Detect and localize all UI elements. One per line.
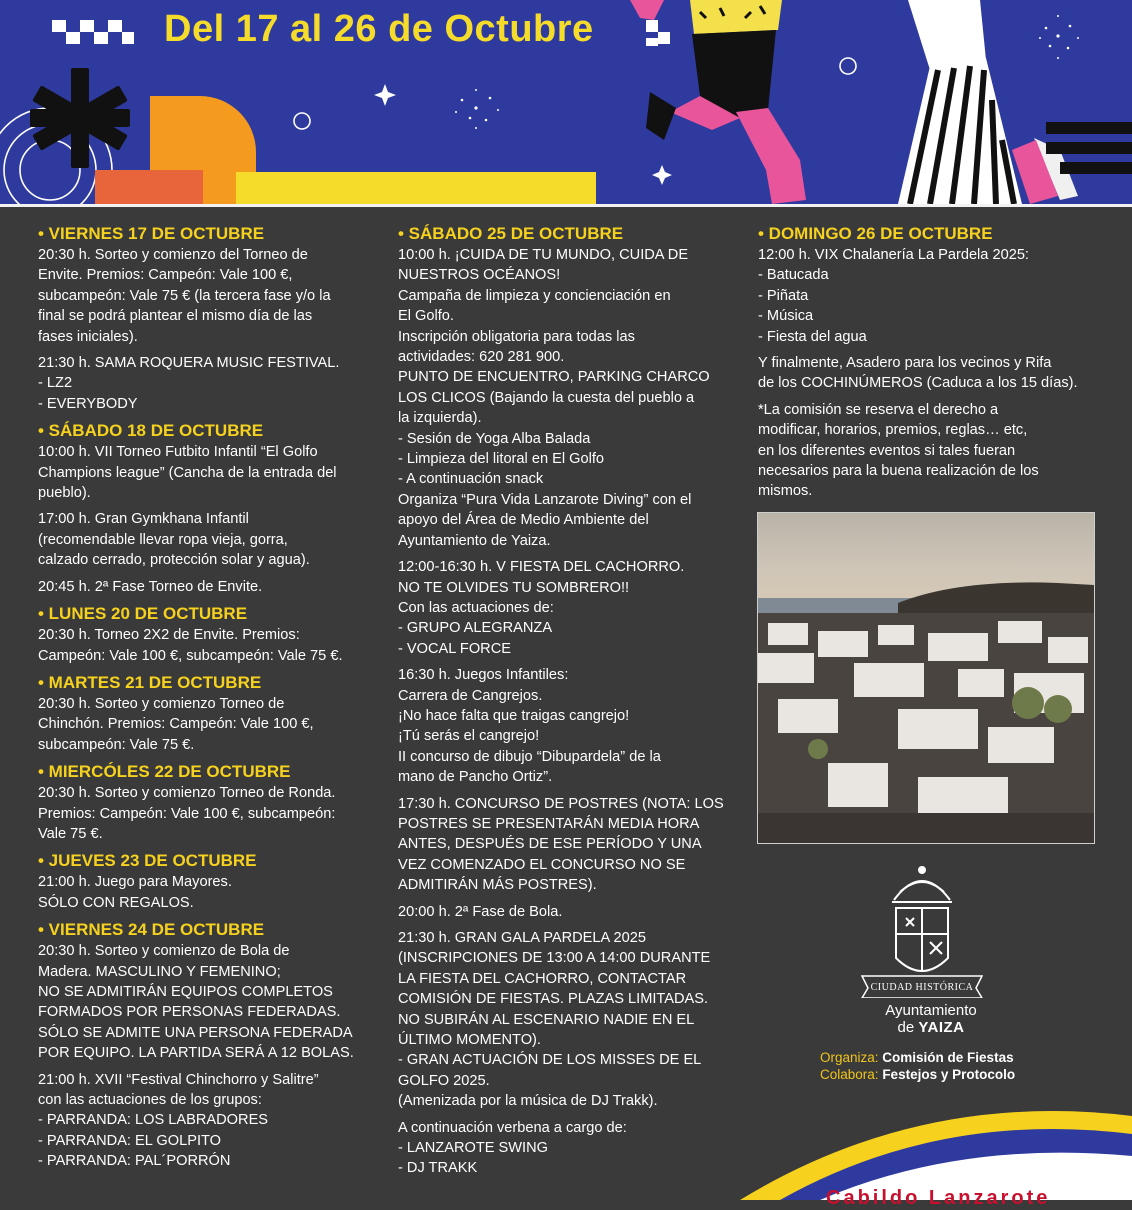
emblem-banner-text: CIUDAD HISTÓRICA bbox=[870, 982, 974, 993]
yaiza-coat-of-arms bbox=[852, 862, 992, 998]
ayuntamiento-line2: de YAIZA bbox=[897, 1019, 965, 1036]
event-text: 12:00 h. VIX Chalanería La Pardela 2025: - Batucada - Piñata - Música - Fiesta del agua bbox=[758, 247, 1029, 345]
event-text: 21:00 h. Juego para Mayores. SÓLO CON REGALOS. bbox=[38, 874, 232, 911]
credits bbox=[820, 1049, 1015, 1083]
event-text: 21:30 h. SAMA ROQUERA MUSIC FESTIVAL. - LZ2 - EVERYBODY bbox=[38, 355, 340, 412]
day-heading: • MARTES 21 DE OCTUBRE bbox=[38, 672, 262, 692]
event-text: 20:30 h. Sorteo y comienzo Torneo de Ronda. Premios: Campeón: Vale 100 €, subcampeón: Vale 75 €. bbox=[38, 785, 336, 842]
checker-right-icon bbox=[646, 20, 670, 46]
day-heading: • VIERNES 24 DE OCTUBRE bbox=[38, 920, 265, 940]
program-column-1 bbox=[38, 220, 378, 1178]
ayuntamiento-label bbox=[820, 1002, 1042, 1036]
asterisk-icon bbox=[30, 68, 130, 168]
event-text: 20:00 h. 2ª Fase de Bola. bbox=[398, 903, 563, 920]
day-heading: • DOMINGO 26 DE OCTUBRE bbox=[758, 224, 993, 243]
credit-colabora: Colabora: Festejos y Protocolo bbox=[820, 1067, 1016, 1082]
event-text: 20:45 h. 2ª Fase Torneo de Envite. bbox=[38, 578, 263, 595]
program-column-2 bbox=[398, 220, 738, 1185]
dancer-right-illustration bbox=[898, 0, 1078, 204]
event-text: 12:00-16:30 h. V FIESTA DEL CACHORRO. NO TE OLVIDES TU SOMBRERO!! Con las actuaciones de: - GRUPO ALEGRANZA - VOCAL FORCE bbox=[398, 559, 685, 657]
event-text: 17:00 h. Gran Gymkhana Infantil (recomendable llevar ropa vieja, gorra, calzado cerrado, protección solar y agua). bbox=[38, 511, 310, 569]
sparkle-icon bbox=[374, 84, 396, 106]
event-text: Y finalmente, Asadero para los vecinos y Rifa de los COCHINÚMEROS (Caduca a los 15 días). bbox=[758, 355, 1078, 392]
ayuntamiento-line1: Ayuntamiento bbox=[885, 1002, 977, 1019]
day-heading: • LUNES 20 DE OCTUBRE bbox=[38, 604, 248, 624]
event-text: 20:30 h. Sorteo y comienzo de Bola de Madera. MASCULINO Y FEMENINO; NO SE ADMITIRÁN EQUIPOS COMPLETOS FORMADOS POR PERSONAS FEDERADAS. SÓLO SE ADMITE UNA PERSONA FEDERADA POR EQUIPO. LA PARTIDA SERÁ A 12 BOLAS. bbox=[38, 943, 354, 1062]
day-heading: • VIERNES 17 DE OCTUBRE bbox=[38, 224, 265, 243]
event-text: 21:30 h. GRAN GALA PARDELA 2025 (INSCRIPCIONES DE 13:00 A 14:00 DURANTE LA FIESTA DEL CACHORRO, CONTACTAR COMISIÓN DE FIESTAS. PLAZAS LIMITADAS. NO SUBIRÁN AL ESCENARIO NADIE EN EL ÚLTIMO MOMENTO). - GRAN ACTUACIÓN DE LOS MISSES DE EL GOLFO 2025. (Amenizada por la música de DJ Trakk). bbox=[398, 930, 711, 1110]
event-text: *La comisión se reserva el derecho a modificar, horarios, premios, reglas… etc, en los diferentes eventos si tales fueran necesarios para la buena realización de los mismos. bbox=[758, 401, 1039, 500]
event-text: 10:00 h. VII Torneo Futbito Infantil “El Golfo Champions league” (Cancha de la entrada del pueblo). bbox=[38, 444, 337, 502]
header-banner bbox=[0, 0, 1132, 204]
program-column-3 bbox=[758, 220, 1088, 508]
day-heading: • SÁBADO 18 DE OCTUBRE bbox=[38, 421, 264, 441]
day-heading: • MIERCÓLES 22 DE OCTUBRE bbox=[38, 762, 291, 782]
event-text: 20:30 h. Sorteo y comienzo Torneo de Chinchón. Premios: Campeón: Vale 100 €, subcampeón: Vale 75 €. bbox=[38, 695, 314, 753]
event-text: 21:00 h. XVII “Festival Chinchorro y Salitre” con las actuaciones de los grupos: - PARRANDA: LOS LABRADORES - PARRANDA: EL GOLPITO - PARRANDA: PAL´PORRÓN bbox=[38, 1071, 319, 1170]
event-text: 17:30 h. CONCURSO DE POSTRES (NOTA: LOS POSTRES SE PRESENTARÁN MEDIA HORA ANTES, DESPUÉS DE ESE PERÍODO Y UNA VEZ COMENZADO EL CONCURSO NO SE ADMITIRÁN MÁS POSTRES). bbox=[398, 795, 724, 894]
yellow-strip bbox=[236, 172, 596, 204]
event-text: 20:30 h. Torneo 2X2 de Envite. Premios: Campeón: Vale 100 €, subcampeón: Vale 75 €. bbox=[38, 627, 343, 664]
checker-left-icon bbox=[52, 20, 134, 44]
event-text: A continuación verbena a cargo de: - LANZAROTE SWING - DJ TRAKK bbox=[398, 1119, 627, 1177]
credit-organiza: Organiza: Comisión de Fiestas bbox=[820, 1050, 1014, 1065]
header-divider bbox=[0, 204, 1132, 207]
bottom-swoosh bbox=[740, 1100, 1132, 1200]
village-photo bbox=[757, 512, 1095, 844]
event-text: 20:30 h. Sorteo y comienzo del Torneo de Envite. Premios: Campeón: Vale 100 €, subcampeón: Vale 75 € (la tercera fase y/o la final se podrá plantear el mismo día de las fases iniciales). bbox=[38, 247, 331, 345]
event-text: 10:00 h. ¡CUIDA DE TU MUNDO, CUIDA DE NUESTROS OCÉANOS! Campaña de limpieza y concienciación en El Golfo. Inscripción obligatoria para todas las actividades: 620 281 900. PUNTO DE ENCUENTRO, PARKING CHARCO LOS CLICOS (Bajando la cuesta del pueblo a la izquierda). - Sesión de Yoga Alba Balada - Limpieza del litoral en El Golfo - A continuación snack Organiza “Pura Vida Lanzarote Diving” con el apoyo del Área de Medio Ambiente del Ayuntamiento de Yaiza. bbox=[398, 247, 710, 549]
day-heading: • SÁBADO 25 DE OCTUBRE bbox=[398, 224, 624, 243]
cabildo-logo-partial: Cabildo Lanzarote bbox=[826, 1187, 1051, 1209]
day-heading: • JUEVES 23 DE OCTUBRE bbox=[38, 851, 257, 871]
date-range-title: Del 17 al 26 de Octubre bbox=[164, 8, 594, 50]
event-text: 16:30 h. Juegos Infantiles: Carrera de Cangrejos. ¡No hace falta que traigas cangrejo! ¡Tú serás el cangrejo! II concurso de dibujo “Dibupardela” de la mano de Pancho Ortiz”. bbox=[398, 667, 661, 786]
sparkle-icon bbox=[652, 165, 672, 185]
